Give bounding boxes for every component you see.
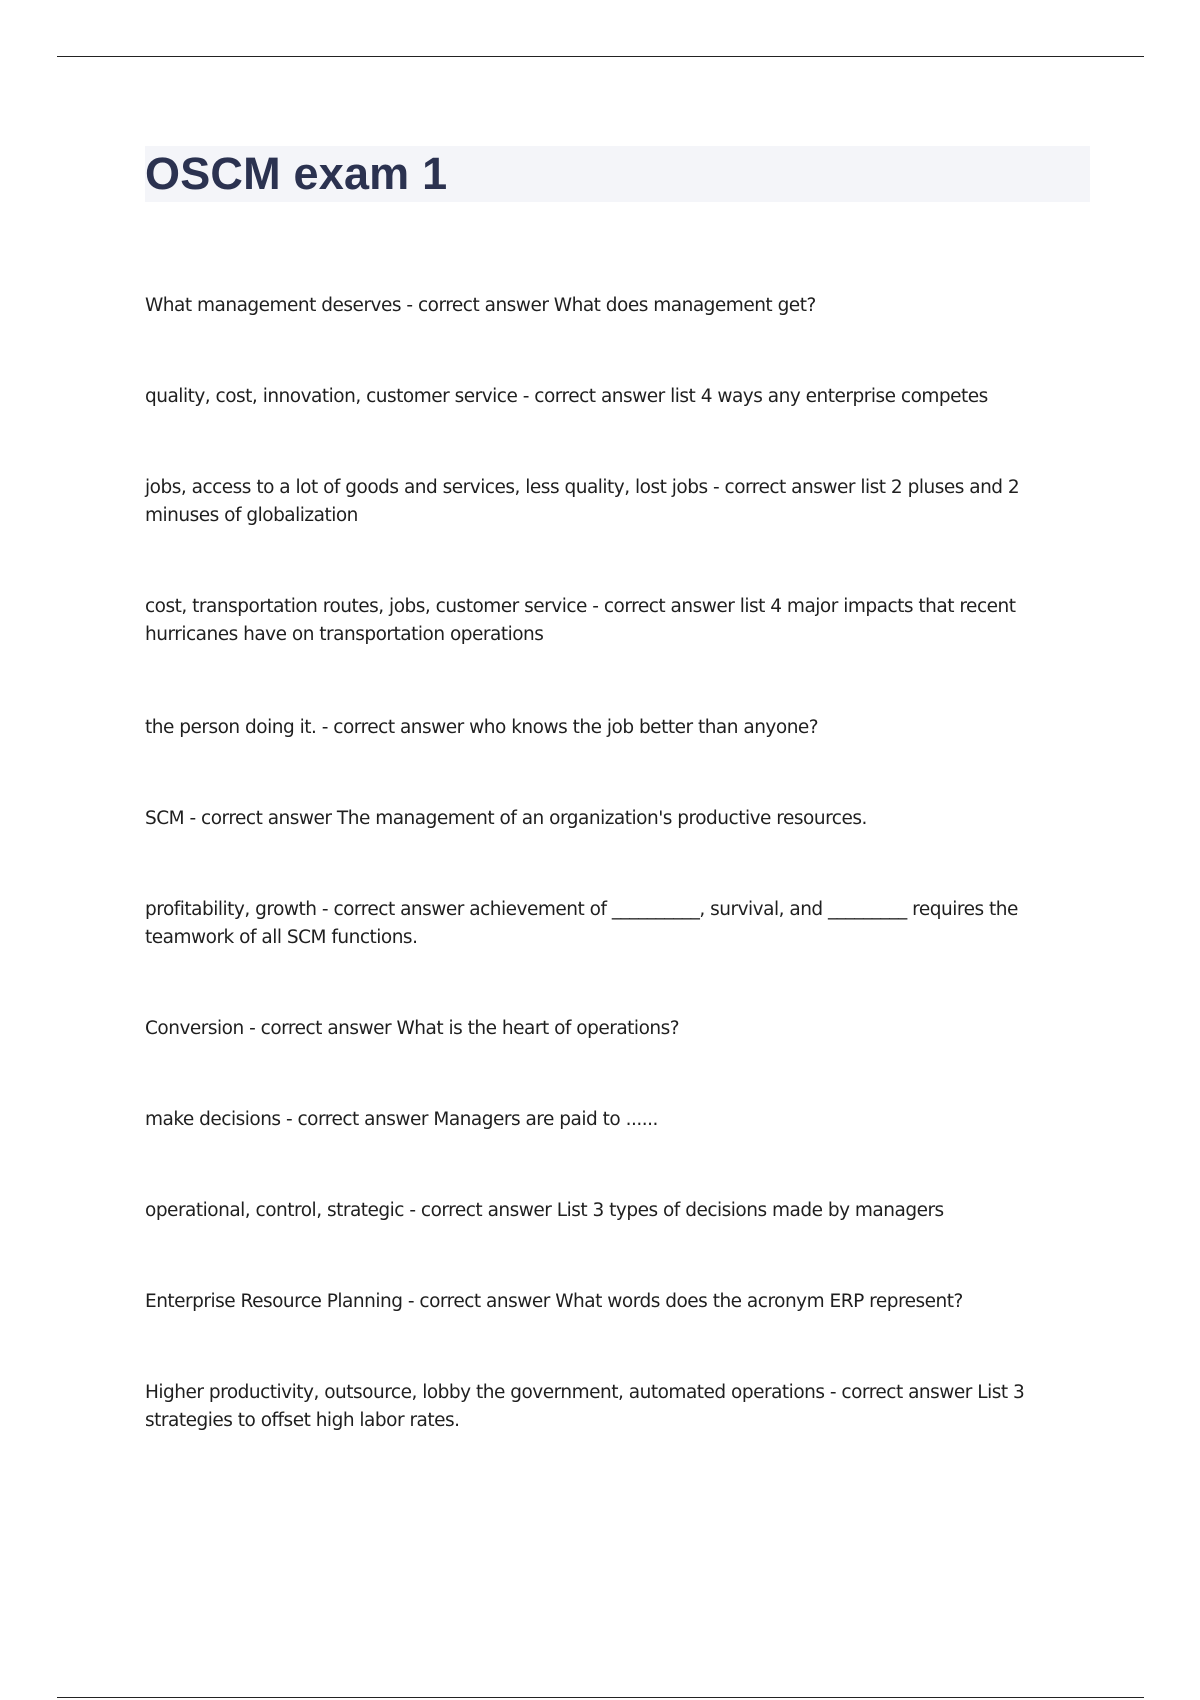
qa-item-1: What management deserves - correct answer What does management get? — [145, 295, 816, 316]
qa-item-11: Enterprise Resource Planning - correct answer What words does the acronym ERP represent? — [145, 1291, 963, 1312]
qa-item-3: jobs, access to a lot of goods and services, less quality, lost jobs - correct answer list 2 pluses and 2 minuses of globalization — [145, 477, 1020, 526]
qa-item-8: Conversion - correct answer What is the heart of operations? — [145, 1018, 680, 1039]
header-rule — [57, 56, 1144, 57]
qa-item-5: the person doing it. - correct answer who knows the job better than anyone? — [145, 717, 819, 738]
qa-item-7: profitability, growth - correct answer achievement of __________, survival, and _________ requires the teamwork of all SCM functions. — [145, 899, 1018, 948]
qa-item-9: make decisions - correct answer Managers are paid to ...... — [145, 1109, 658, 1130]
qa-item-6: SCM - correct answer The management of an organization's productive resources. — [145, 808, 867, 829]
qa-item-10: operational, control, strategic - correct answer List 3 types of decisions made by managers — [145, 1200, 944, 1221]
qa-item-2: quality, cost, innovation, customer service - correct answer list 4 ways any enterprise competes — [145, 386, 988, 407]
document-title: OSCM exam 1 — [145, 148, 448, 199]
qa-item-12: Higher productivity, outsource, lobby the government, automated operations - correct answer List 3 strategies to offset high labor rates. — [145, 1382, 1025, 1431]
qa-item-4: cost, transportation routes, jobs, customer service - correct answer list 4 major impacts that recent hurricanes have on transportation operations — [145, 596, 1016, 645]
footer-rule — [57, 1697, 1144, 1698]
